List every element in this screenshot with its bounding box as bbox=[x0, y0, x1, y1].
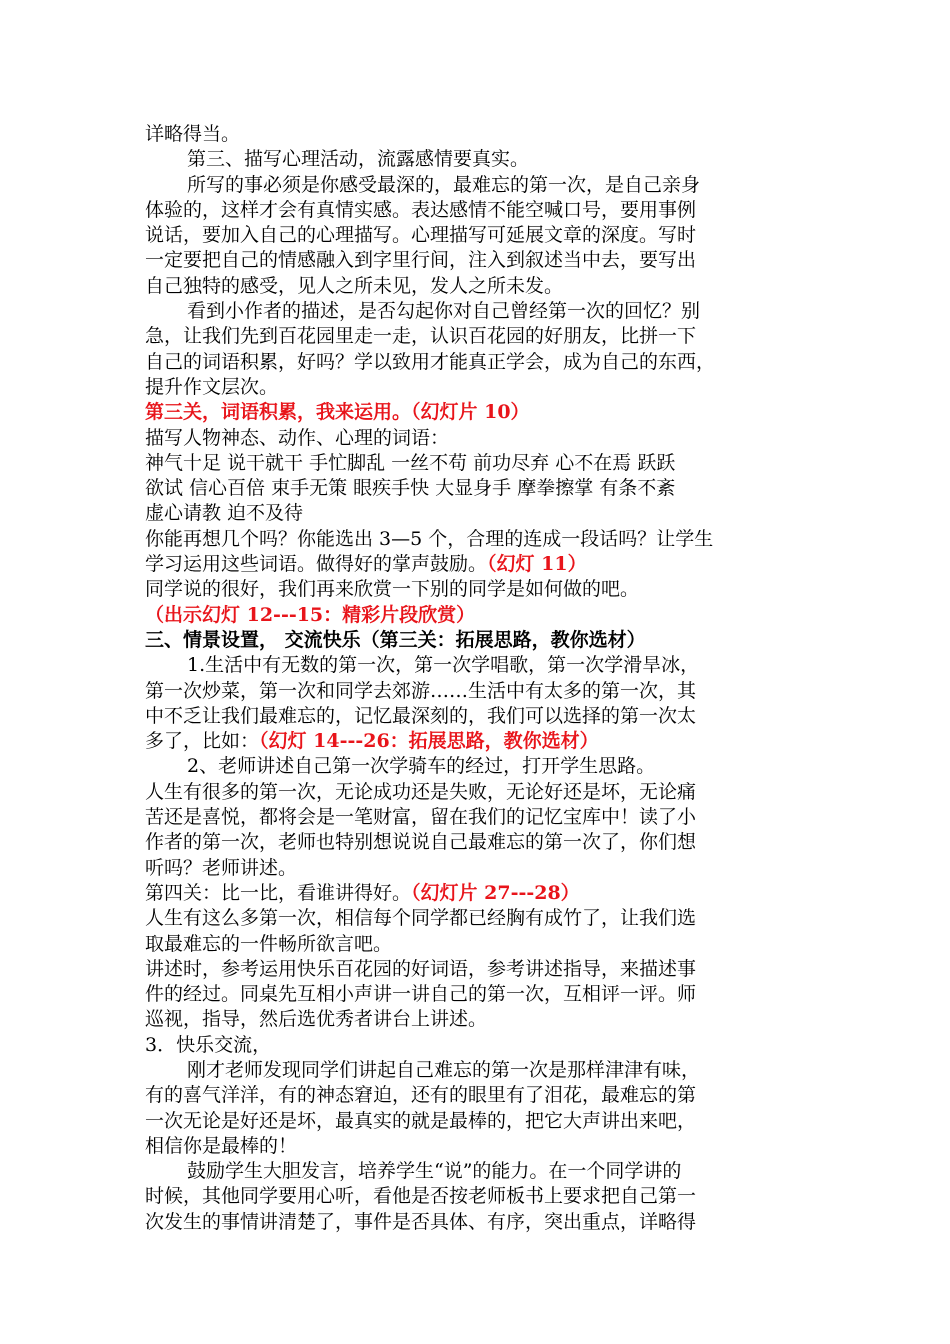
paragraph-line: 听吗？老师讲述。 bbox=[145, 856, 298, 879]
paragraph-line bbox=[145, 881, 813, 906]
paragraph-line: 3．快乐交流， bbox=[145, 1033, 272, 1056]
paragraph-line: 2、老师讲述自己第一次学骑车的经过，打开学生思路。 bbox=[187, 755, 656, 778]
word-list-line: 欲试 信心百倍 束手无策 眼疾手快 大显身手 摩拳擦掌 有条不紊 bbox=[145, 477, 676, 500]
paragraph-text: 学习运用这些词语。做得好的掌声鼓励。 bbox=[145, 553, 488, 576]
word-list-line: 虚心请教 迫不及待 bbox=[145, 502, 304, 525]
stage-heading: 第四关：比一比，看谁讲得好。 bbox=[145, 881, 412, 904]
paragraph-line: 鼓励学生大胆发言，培养学生“说”的能力。在一个同学讲的 bbox=[187, 1160, 682, 1183]
paragraph-line: 第一次炒菜，第一次和同学去郊游……生活中有太多的第一次，其 bbox=[145, 679, 697, 702]
paragraph-line: 中不乏让我们最难忘的，记忆最深刻的，我们可以选择的第一次太 bbox=[145, 704, 697, 727]
paragraph-line bbox=[145, 729, 813, 754]
paragraph-line: 所写的事必须是你感受最深的，最难忘的第一次，是自己亲身 bbox=[187, 173, 701, 196]
paragraph-line: 描写人物神态、动作、心理的词语： bbox=[145, 426, 450, 449]
paragraph-text: 多了，比如： bbox=[145, 730, 260, 753]
slide-reference: （幻灯片 27---28） bbox=[411, 881, 580, 904]
slide-reference: （幻灯 14---26：拓展思路，教你选材） bbox=[259, 730, 599, 753]
paragraph-line: 一定要把自己的情感融入到字里行间，注入到叙述当中去，要写出 bbox=[145, 249, 697, 272]
document-page bbox=[145, 122, 813, 1235]
paragraph-line: 巡视，指导，然后选优秀者讲台上讲述。 bbox=[145, 1008, 488, 1031]
paragraph-line: 同学说的很好，我们再来欣赏一下别的同学是如何做的吧。 bbox=[145, 578, 640, 601]
stage-heading-red: 第三关，词语积累，我来运用。（幻灯片 10） bbox=[145, 401, 530, 424]
paragraph-line: 自己独特的感受，见人之所未见，发人之所未发。 bbox=[145, 274, 564, 297]
section-heading: 第三、描写心理活动，流露感情要真实。 bbox=[187, 148, 530, 171]
paragraph-line: 取最难忘的一件畅所欲言吧。 bbox=[145, 932, 393, 955]
paragraph-line: 你能再想几个吗？你能选出 3—5 个，合理的连成一段话吗？让学生 bbox=[145, 527, 714, 550]
paragraph-line: 急，让我们先到百花园里走一走，认识百花园的好朋友，比拼一下 bbox=[145, 325, 697, 348]
paragraph-line: 自己的词语积累，好吗？学以致用才能真正学会，成为自己的东西， bbox=[145, 350, 716, 373]
paragraph-line: 次发生的事情讲清楚了，事件是否具体、有序，突出重点，详略得 bbox=[145, 1210, 697, 1233]
paragraph-line: 体验的，这样才会有真情实感。表达感情不能空喊口号，要用事例 bbox=[145, 198, 697, 221]
paragraph-line: 相信你是最棒的！ bbox=[145, 1134, 298, 1157]
paragraph-line: 提升作文层次。 bbox=[145, 375, 279, 398]
paragraph-line: 作者的第一次，老师也特别想说说自己最难忘的第一次了，你们想 bbox=[145, 831, 697, 854]
paragraph-line: 1.生活中有无数的第一次，第一次学唱歌，第一次学滑旱冰， bbox=[187, 654, 700, 677]
section-heading: 三、情景设置， 交流快乐（第三关：拓展思路，教你选材） bbox=[145, 628, 646, 651]
paragraph-line: 苦还是喜悦，都将会是一笔财富，留在我们的记忆宝库中！读了小 bbox=[145, 806, 697, 829]
paragraph-line: 有的喜气洋洋，有的神态窘迫，还有的眼里有了泪花，最难忘的第 bbox=[145, 1084, 697, 1107]
paragraph-line: 人生有这么多第一次，相信每个同学都已经胸有成竹了，让我们选 bbox=[145, 907, 697, 930]
paragraph-line: 看到小作者的描述，是否勾起你对自己曾经第一次的回忆？别 bbox=[187, 300, 701, 323]
paragraph-line: 件的经过。同桌先互相小声讲一讲自己的第一次，互相评一评。师 bbox=[145, 983, 697, 1006]
slide-reference: （出示幻灯 12---15：精彩片段欣赏） bbox=[145, 603, 476, 626]
paragraph-line: 讲述时，参考运用快乐百花园的好词语，参考讲述指导，来描述事 bbox=[145, 957, 697, 980]
paragraph-line: 详略得当。 bbox=[145, 123, 241, 145]
paragraph-line: 刚才老师发现同学们讲起自己难忘的第一次是那样津津有味， bbox=[187, 1058, 701, 1081]
paragraph-line bbox=[145, 552, 813, 577]
word-list-line: 神气十足 说干就干 手忙脚乱 一丝不苟 前功尽弃 心不在焉 跃跃 bbox=[145, 451, 676, 474]
paragraph-line: 一次无论是好还是坏，最真实的就是最棒的，把它大声讲出来吧， bbox=[145, 1109, 697, 1132]
paragraph-line: 时候，其他同学要用心听，看他是否按老师板书上要求把自己第一 bbox=[145, 1185, 697, 1208]
slide-reference: （幻灯 11） bbox=[487, 553, 587, 576]
paragraph-line: 说话，要加入自己的心理描写。心理描写可延展文章的深度。写时 bbox=[145, 224, 697, 247]
paragraph-line: 人生有很多的第一次，无论成功还是失败，无论好还是坏，无论痛 bbox=[145, 780, 697, 803]
